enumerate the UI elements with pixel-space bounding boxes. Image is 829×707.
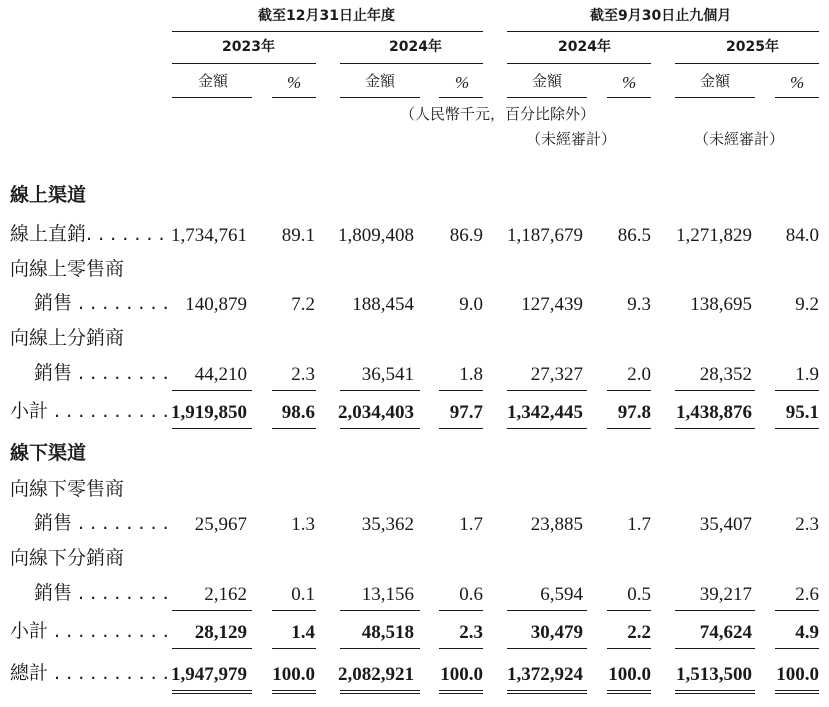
cell-amount: 27,327: [530, 364, 583, 385]
col-percent: %: [790, 73, 805, 92]
cell-amount: 35,407: [699, 514, 752, 535]
rule-subtotal-bottom: [607, 428, 651, 429]
rule-total-double: [775, 690, 819, 694]
rule-subtotal: [272, 390, 316, 391]
rule-subtotal-bottom: [172, 648, 252, 649]
row-label: 銷售 . . . . . . . .: [34, 512, 169, 534]
cell-percent: 89.1: [281, 225, 315, 246]
cell-percent: 4.9: [795, 622, 819, 643]
rule-subtotal-bottom: [775, 648, 819, 649]
cell-percent: 1.9: [795, 364, 819, 385]
rule-subtotal-bottom: [272, 428, 316, 429]
cell-percent: 100.0: [608, 664, 651, 685]
row-label-group: 向線上零售商: [10, 258, 125, 280]
cell-percent: 84.0: [785, 225, 819, 246]
rule-subtotal: [775, 610, 819, 611]
cell-percent: 2.3: [291, 364, 315, 385]
cell-amount: 28,129: [194, 622, 247, 643]
cell-percent: 7.2: [291, 294, 315, 315]
section-offline: 線下渠道: [10, 442, 87, 464]
row-label-total: 總計 . . . . . . . . . .: [10, 662, 169, 684]
rule-subtotal: [775, 390, 819, 391]
row-label: 銷售 . . . . . . . .: [34, 292, 169, 314]
row-label: 線上直銷. . . . . . .: [10, 223, 165, 245]
rule-year-2024-9m: [507, 63, 651, 64]
cell-amount: 30,479: [530, 622, 583, 643]
header-nine-months: 截至9月30日止九個月: [590, 8, 732, 24]
cell-amount: 35,362: [361, 514, 414, 535]
rule-col: [172, 97, 252, 98]
col-percent: %: [287, 73, 302, 92]
rule-col: [507, 97, 587, 98]
rule-total-double: [172, 690, 252, 694]
col-amount: 金額: [198, 72, 229, 90]
rule-subtotal: [675, 390, 755, 391]
cell-percent: 9.0: [459, 294, 483, 315]
col-amount: 金額: [365, 72, 396, 90]
cell-amount: 48,518: [361, 622, 414, 643]
cell-percent: 1.7: [627, 514, 651, 535]
cell-amount: 1,919,850: [171, 402, 247, 423]
rule-col: [607, 97, 651, 98]
cell-percent: 9.2: [795, 294, 819, 315]
row-label: 銷售 . . . . . . . .: [34, 362, 169, 384]
rule-total-double: [507, 690, 587, 694]
rule-year-2024: [340, 63, 483, 64]
rule-subtotal: [507, 610, 587, 611]
cell-amount: 1,947,979: [171, 664, 247, 685]
cell-percent: 9.3: [627, 294, 651, 315]
rule-col: [675, 97, 755, 98]
unaudited-note: （未經審計）: [694, 130, 785, 148]
rule-subtotal-bottom: [507, 648, 587, 649]
cell-amount: 2,082,921: [338, 664, 414, 685]
cell-amount: 1,809,408: [338, 225, 414, 246]
unit-note: （人民幣千元，百分比除外）: [400, 105, 596, 123]
cell-percent: 100.0: [272, 664, 315, 685]
cell-percent: 2.0: [627, 364, 651, 385]
cell-percent: 2.2: [627, 622, 651, 643]
rule-fy-group: [172, 31, 483, 32]
cell-percent: 0.6: [459, 584, 483, 605]
rule-subtotal: [172, 610, 252, 611]
cell-percent: 95.1: [785, 402, 819, 423]
row-label-group: 向線下分銷商: [10, 547, 125, 569]
rule-subtotal-bottom: [172, 428, 252, 429]
rule-subtotal: [439, 390, 483, 391]
cell-amount: 23,885: [530, 514, 583, 535]
row-label-subtotal: 小計 . . . . . . . . . .: [10, 400, 169, 422]
cell-amount: 44,210: [194, 364, 247, 385]
cell-amount: 74,624: [699, 622, 752, 643]
rule-col: [775, 97, 819, 98]
cell-amount: 2,034,403: [338, 402, 414, 423]
cell-percent: 1.8: [459, 364, 483, 385]
rule-subtotal-bottom: [775, 428, 819, 429]
cell-amount: 6,594: [540, 584, 583, 605]
rule-col: [272, 97, 316, 98]
rule-subtotal-bottom: [507, 428, 587, 429]
year-2024-fy: 2024年: [389, 39, 442, 55]
rule-subtotal: [172, 390, 252, 391]
cell-amount: 28,352: [699, 364, 752, 385]
cell-amount: 188,454: [352, 294, 414, 315]
cell-percent: 1.7: [459, 514, 483, 535]
rule-total-double: [272, 690, 316, 694]
rule-subtotal: [607, 610, 651, 611]
rule-subtotal: [439, 610, 483, 611]
rule-subtotal-bottom: [607, 648, 651, 649]
rule-subtotal-bottom: [675, 428, 755, 429]
cell-percent: 2.6: [795, 584, 819, 605]
rule-9m-group: [507, 31, 819, 32]
cell-amount: 1,271,829: [676, 225, 752, 246]
rule-subtotal: [507, 390, 587, 391]
cell-percent: 86.9: [449, 225, 483, 246]
rule-year-2023: [172, 63, 316, 64]
col-percent: %: [622, 73, 637, 92]
cell-amount: 138,695: [690, 294, 752, 315]
row-label-subtotal: 小計 . . . . . . . . . .: [10, 620, 169, 642]
cell-amount: 39,217: [699, 584, 752, 605]
cell-percent: 0.1: [291, 584, 315, 605]
cell-percent: 100.0: [440, 664, 483, 685]
rule-col: [340, 97, 420, 98]
cell-amount: 36,541: [361, 364, 414, 385]
cell-amount: 1,734,761: [171, 225, 247, 246]
cell-percent: 2.3: [795, 514, 819, 535]
col-amount: 金額: [700, 72, 731, 90]
cell-percent: 0.5: [627, 584, 651, 605]
year-2024-9m: 2024年: [558, 39, 611, 55]
cell-percent: 2.3: [459, 622, 483, 643]
unaudited-note: （未經審計）: [526, 130, 617, 148]
cell-amount: 140,879: [185, 294, 247, 315]
rule-total-double: [439, 690, 483, 694]
cell-percent: 1.3: [291, 514, 315, 535]
cell-percent: 86.5: [617, 225, 651, 246]
cell-amount: 1,438,876: [676, 402, 752, 423]
rule-subtotal: [272, 610, 316, 611]
cell-amount: 2,162: [204, 584, 247, 605]
rule-total-double: [675, 690, 755, 694]
rule-total-double: [340, 690, 420, 694]
cell-percent: 100.0: [776, 664, 819, 685]
cell-amount: 1,513,500: [676, 664, 752, 685]
cell-amount: 1,372,924: [507, 664, 583, 685]
cell-percent: 97.8: [617, 402, 651, 423]
row-label: 銷售 . . . . . . . .: [34, 582, 169, 604]
cell-percent: 1.4: [291, 622, 315, 643]
rule-subtotal: [675, 610, 755, 611]
rule-subtotal-bottom: [675, 648, 755, 649]
rule-subtotal-bottom: [439, 428, 483, 429]
col-amount: 金額: [532, 72, 563, 90]
cell-amount: 127,439: [521, 294, 583, 315]
cell-percent: 97.7: [449, 402, 483, 423]
cell-amount: 1,187,679: [507, 225, 583, 246]
rule-subtotal-bottom: [340, 648, 420, 649]
rule-col: [439, 97, 483, 98]
section-online: 線上渠道: [10, 184, 87, 206]
cell-percent: 98.6: [281, 402, 315, 423]
rule-subtotal: [340, 610, 420, 611]
rule-subtotal: [340, 390, 420, 391]
rule-subtotal: [607, 390, 651, 391]
row-label-group: 向線上分銷商: [10, 327, 125, 349]
rule-total-double: [607, 690, 651, 694]
cell-amount: 1,342,445: [507, 402, 583, 423]
row-label-group: 向線下零售商: [10, 478, 125, 500]
rule-year-2025: [675, 63, 819, 64]
col-percent: %: [455, 73, 470, 92]
year-2023: 2023年: [222, 39, 275, 55]
header-fiscal-year: 截至12月31日止年度: [258, 8, 395, 24]
year-2025-9m: 2025年: [726, 39, 779, 55]
rule-subtotal-bottom: [439, 648, 483, 649]
rule-subtotal-bottom: [340, 428, 420, 429]
cell-amount: 13,156: [361, 584, 414, 605]
cell-amount: 25,967: [194, 514, 247, 535]
rule-subtotal-bottom: [272, 648, 316, 649]
